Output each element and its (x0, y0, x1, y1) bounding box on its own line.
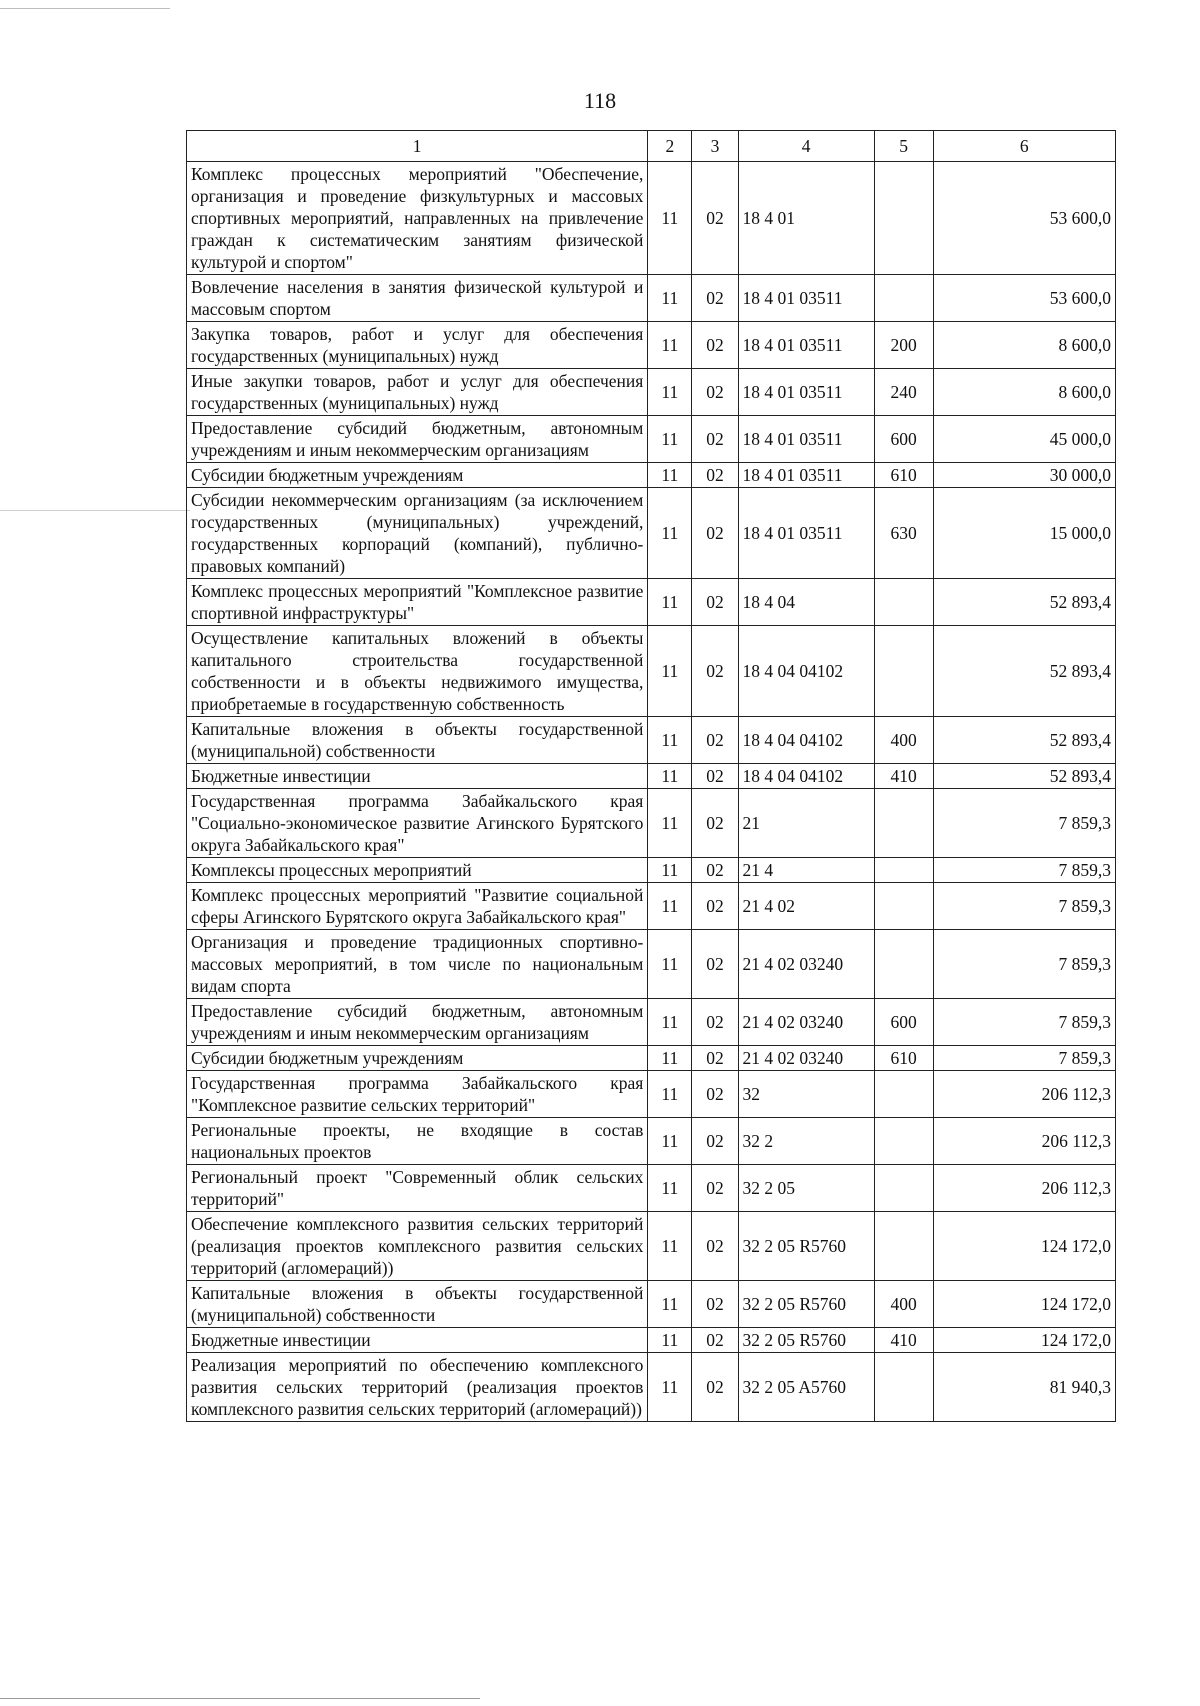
row-name-cell: Комплекс процессных мероприятий "Комплексное развитие спортивной инфраструктуры" (187, 579, 648, 626)
amount-cell: 124 172,0 (933, 1281, 1116, 1328)
header-row (187, 131, 1116, 162)
expense-type-cell (874, 579, 933, 626)
expense-type-cell: 600 (874, 999, 933, 1046)
amount-cell: 52 893,4 (933, 626, 1116, 717)
section-code-cell: 11 (648, 416, 692, 463)
expense-type-cell: 400 (874, 1281, 933, 1328)
row-name-cell: Реализация мероприятий по обеспечению комплексного развития сельских территорий (реализация проектов комплексного развития сельских территорий (агломераций)) (187, 1353, 648, 1422)
subsection-code-cell: 02 (692, 626, 738, 717)
target-article-cell: 21 4 02 03240 (738, 930, 874, 999)
expense-type-cell: 630 (874, 488, 933, 579)
section-code-cell: 11 (648, 162, 692, 275)
amount-cell: 124 172,0 (933, 1328, 1116, 1353)
section-code-cell: 11 (648, 369, 692, 416)
expense-type-cell (874, 162, 933, 275)
subsection-code-cell: 02 (692, 463, 738, 488)
target-article-cell: 21 4 02 (738, 883, 874, 930)
target-article-cell: 32 2 05 R5760 (738, 1212, 874, 1281)
amount-cell: 53 600,0 (933, 275, 1116, 322)
section-code-cell: 11 (648, 930, 692, 999)
table-row (187, 789, 1116, 858)
target-article-cell: 18 4 01 03511 (738, 322, 874, 369)
row-name-cell: Организация и проведение традиционных спортивно-массовых мероприятий, в том числе по национальным видам спорта (187, 930, 648, 999)
section-code-cell: 11 (648, 1165, 692, 1212)
row-name-cell: Закупка товаров, работ и услуг для обеспечения государственных (муниципальных) нужд (187, 322, 648, 369)
row-name-cell: Предоставление субсидий бюджетным, автономным учреждениям и иным некоммерческим организациям (187, 999, 648, 1046)
section-code-cell: 11 (648, 858, 692, 883)
row-name-cell: Вовлечение населения в занятия физической культурой и массовым спортом (187, 275, 648, 322)
amount-cell: 206 112,3 (933, 1071, 1116, 1118)
target-article-cell: 21 (738, 789, 874, 858)
expense-type-cell (874, 1353, 933, 1422)
expense-type-cell: 410 (874, 1328, 933, 1353)
table-row (187, 579, 1116, 626)
amount-cell: 53 600,0 (933, 162, 1116, 275)
row-name-cell: Иные закупки товаров, работ и услуг для обеспечения государственных (муниципальных) нужд (187, 369, 648, 416)
expense-type-cell: 410 (874, 764, 933, 789)
row-name-cell: Обеспечение комплексного развития сельских территорий (реализация проектов комплексного развития сельских территорий (агломераций)) (187, 1212, 648, 1281)
subsection-code-cell: 02 (692, 883, 738, 930)
subsection-code-cell: 02 (692, 1046, 738, 1071)
target-article-cell: 18 4 01 03511 (738, 488, 874, 579)
table-row (187, 275, 1116, 322)
expense-type-cell (874, 930, 933, 999)
target-article-cell: 18 4 01 03511 (738, 416, 874, 463)
table-row (187, 764, 1116, 789)
table-row (187, 463, 1116, 488)
subsection-code-cell: 02 (692, 1353, 738, 1422)
subsection-code-cell: 02 (692, 322, 738, 369)
section-code-cell: 11 (648, 322, 692, 369)
expense-type-cell (874, 1165, 933, 1212)
amount-cell: 45 000,0 (933, 416, 1116, 463)
amount-cell: 52 893,4 (933, 579, 1116, 626)
header-col-5: 5 (874, 131, 933, 162)
row-name-cell: Государственная программа Забайкальского края "Комплексное развитие сельских территорий" (187, 1071, 648, 1118)
target-article-cell: 18 4 01 (738, 162, 874, 275)
amount-cell: 52 893,4 (933, 764, 1116, 789)
target-article-cell: 32 2 (738, 1118, 874, 1165)
subsection-code-cell: 02 (692, 1281, 738, 1328)
amount-cell: 7 859,3 (933, 999, 1116, 1046)
target-article-cell: 21 4 (738, 858, 874, 883)
amount-cell: 81 940,3 (933, 1353, 1116, 1422)
table-row (187, 416, 1116, 463)
subsection-code-cell: 02 (692, 764, 738, 789)
scan-artifact-line (0, 8, 170, 9)
expense-type-cell: 240 (874, 369, 933, 416)
table-body (187, 162, 1116, 1422)
subsection-code-cell: 02 (692, 789, 738, 858)
expense-type-cell: 610 (874, 1046, 933, 1071)
table-row (187, 930, 1116, 999)
subsection-code-cell: 02 (692, 717, 738, 764)
target-article-cell: 18 4 01 03511 (738, 275, 874, 322)
section-code-cell: 11 (648, 463, 692, 488)
row-name-cell: Комплексы процессных мероприятий (187, 858, 648, 883)
row-name-cell: Комплекс процессных мероприятий "Обеспечение, организация и проведение физкультурных и массовых спортивных мероприятий, направленных на привлечение граждан к систематическим занятиям физической культурой и спортом" (187, 162, 648, 275)
subsection-code-cell: 02 (692, 1071, 738, 1118)
amount-cell: 52 893,4 (933, 717, 1116, 764)
row-name-cell: Капитальные вложения в объекты государственной (муниципальной) собственности (187, 1281, 648, 1328)
table-row (187, 322, 1116, 369)
amount-cell: 7 859,3 (933, 858, 1116, 883)
subsection-code-cell: 02 (692, 162, 738, 275)
header-col-6: 6 (933, 131, 1116, 162)
subsection-code-cell: 02 (692, 369, 738, 416)
target-article-cell: 18 4 04 04102 (738, 717, 874, 764)
expense-type-cell (874, 858, 933, 883)
row-name-cell: Региональные проекты, не входящие в состав национальных проектов (187, 1118, 648, 1165)
page-number: 118 (583, 88, 617, 113)
subsection-code-cell: 02 (692, 1328, 738, 1353)
target-article-cell: 21 4 02 03240 (738, 1046, 874, 1071)
target-article-cell: 18 4 04 04102 (738, 764, 874, 789)
target-article-cell: 32 (738, 1071, 874, 1118)
subsection-code-cell: 02 (692, 579, 738, 626)
amount-cell: 206 112,3 (933, 1165, 1116, 1212)
amount-cell: 7 859,3 (933, 930, 1116, 999)
row-name-cell: Субсидии бюджетным учреждениям (187, 1046, 648, 1071)
table-header (187, 131, 1116, 162)
table-row (187, 1212, 1116, 1281)
expense-type-cell (874, 1118, 933, 1165)
row-name-cell: Субсидии бюджетным учреждениям (187, 463, 648, 488)
section-code-cell: 11 (648, 789, 692, 858)
row-name-cell: Государственная программа Забайкальского края "Социально-экономическое развитие Агинского Бурятского округа Забайкальского края" (187, 789, 648, 858)
table-row (187, 1046, 1116, 1071)
section-code-cell: 11 (648, 717, 692, 764)
subsection-code-cell: 02 (692, 275, 738, 322)
target-article-cell: 18 4 04 04102 (738, 626, 874, 717)
table-row (187, 1353, 1116, 1422)
expense-type-cell (874, 275, 933, 322)
target-article-cell: 18 4 01 03511 (738, 369, 874, 416)
row-name-cell: Предоставление субсидий бюджетным, автономным учреждениям и иным некоммерческим организациям (187, 416, 648, 463)
amount-cell: 7 859,3 (933, 1046, 1116, 1071)
target-article-cell: 32 2 05 R5760 (738, 1328, 874, 1353)
section-code-cell: 11 (648, 1281, 692, 1328)
target-article-cell: 18 4 04 (738, 579, 874, 626)
header-col-1: 1 (187, 131, 648, 162)
header-col-3: 3 (692, 131, 738, 162)
section-code-cell: 11 (648, 626, 692, 717)
subsection-code-cell: 02 (692, 488, 738, 579)
budget-table (186, 130, 1116, 1422)
subsection-code-cell: 02 (692, 416, 738, 463)
expense-type-cell (874, 626, 933, 717)
amount-cell: 15 000,0 (933, 488, 1116, 579)
amount-cell: 7 859,3 (933, 789, 1116, 858)
target-article-cell: 18 4 01 03511 (738, 463, 874, 488)
table-row (187, 858, 1116, 883)
row-name-cell: Бюджетные инвестиции (187, 1328, 648, 1353)
section-code-cell: 11 (648, 1071, 692, 1118)
scan-artifact-line (0, 510, 190, 511)
section-code-cell: 11 (648, 1046, 692, 1071)
target-article-cell: 32 2 05 A5760 (738, 1353, 874, 1422)
expense-type-cell (874, 883, 933, 930)
amount-cell: 7 859,3 (933, 883, 1116, 930)
target-article-cell: 32 2 05 R5760 (738, 1281, 874, 1328)
subsection-code-cell: 02 (692, 999, 738, 1046)
section-code-cell: 11 (648, 488, 692, 579)
expense-type-cell: 600 (874, 416, 933, 463)
subsection-code-cell: 02 (692, 1118, 738, 1165)
section-code-cell: 11 (648, 1212, 692, 1281)
table-row (187, 369, 1116, 416)
section-code-cell: 11 (648, 999, 692, 1046)
table-row (187, 626, 1116, 717)
expense-type-cell: 400 (874, 717, 933, 764)
table-row (187, 1118, 1116, 1165)
expense-type-cell (874, 1071, 933, 1118)
section-code-cell: 11 (648, 275, 692, 322)
subsection-code-cell: 02 (692, 930, 738, 999)
amount-cell: 8 600,0 (933, 322, 1116, 369)
expense-type-cell (874, 789, 933, 858)
section-code-cell: 11 (648, 579, 692, 626)
table-row (187, 999, 1116, 1046)
table-row (187, 883, 1116, 930)
table-row (187, 717, 1116, 764)
row-name-cell: Бюджетные инвестиции (187, 764, 648, 789)
subsection-code-cell: 02 (692, 858, 738, 883)
section-code-cell: 11 (648, 1353, 692, 1422)
table-row (187, 1165, 1116, 1212)
amount-cell: 30 000,0 (933, 463, 1116, 488)
table-row (187, 1281, 1116, 1328)
subsection-code-cell: 02 (692, 1165, 738, 1212)
table-row (187, 488, 1116, 579)
section-code-cell: 11 (648, 764, 692, 789)
table-row (187, 1328, 1116, 1353)
amount-cell: 8 600,0 (933, 369, 1116, 416)
expense-type-cell: 610 (874, 463, 933, 488)
row-name-cell: Региональный проект "Современный облик сельских территорий" (187, 1165, 648, 1212)
target-article-cell: 32 2 05 (738, 1165, 874, 1212)
row-name-cell: Капитальные вложения в объекты государственной (муниципальной) собственности (187, 717, 648, 764)
row-name-cell: Осуществление капитальных вложений в объекты капитального строительства государственной собственности и в объекты недвижимого имущества, приобретаемые в государственную собственность (187, 626, 648, 717)
amount-cell: 124 172,0 (933, 1212, 1116, 1281)
row-name-cell: Субсидии некоммерческим организациям (за исключением государственных (муниципальных) учреждений, государственных корпораций (компаний), публично-правовых компаний) (187, 488, 648, 579)
scan-artifact-line (0, 1698, 480, 1699)
expense-type-cell: 200 (874, 322, 933, 369)
target-article-cell: 21 4 02 03240 (738, 999, 874, 1046)
section-code-cell: 11 (648, 1328, 692, 1353)
header-col-2: 2 (648, 131, 692, 162)
amount-cell: 206 112,3 (933, 1118, 1116, 1165)
table-row (187, 162, 1116, 275)
expense-type-cell (874, 1212, 933, 1281)
table-row (187, 1071, 1116, 1118)
row-name-cell: Комплекс процессных мероприятий "Развитие социальной сферы Агинского Бурятского округа Забайкальского края" (187, 883, 648, 930)
section-code-cell: 11 (648, 1118, 692, 1165)
header-col-4: 4 (738, 131, 874, 162)
section-code-cell: 11 (648, 883, 692, 930)
subsection-code-cell: 02 (692, 1212, 738, 1281)
